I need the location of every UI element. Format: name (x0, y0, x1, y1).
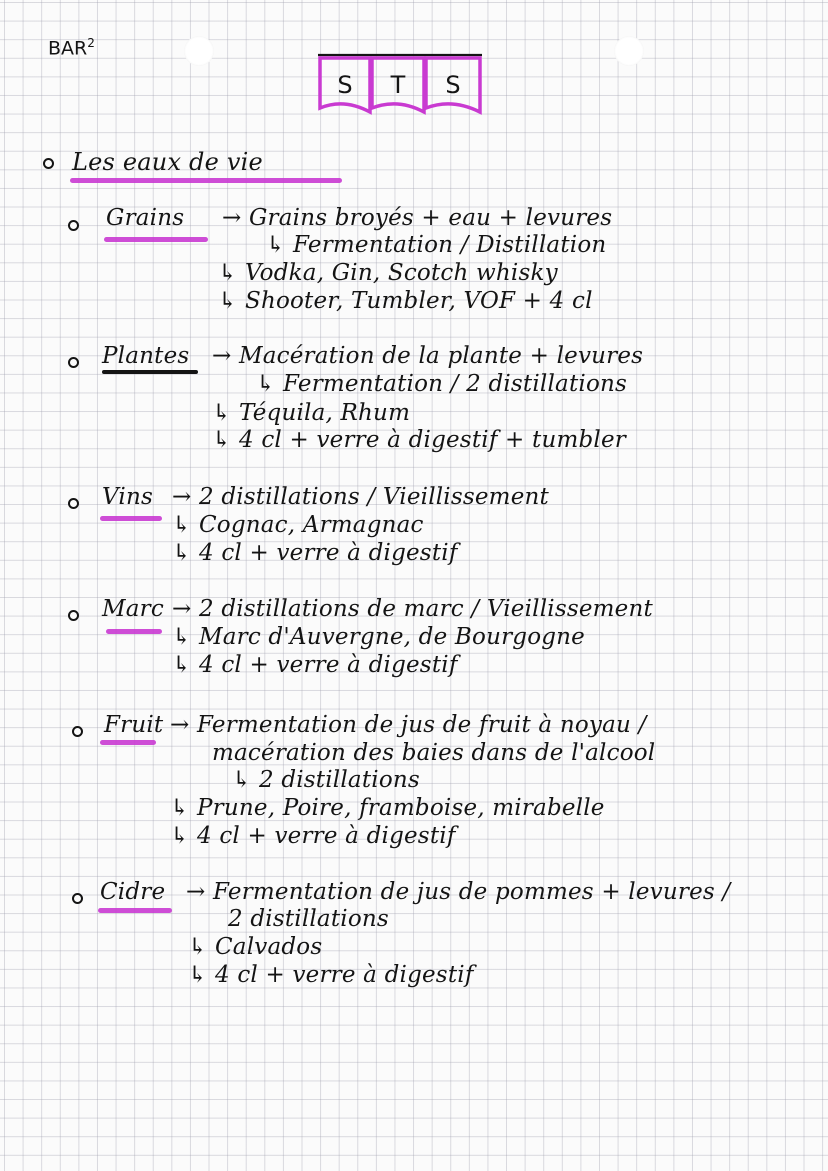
category-name-vins: Vins (102, 484, 153, 510)
category-line: → Macération de la plante + levures (212, 343, 644, 369)
category-highlight (100, 740, 156, 745)
category-bullet (72, 726, 83, 737)
category-line: → Fermentation de jus de fruit à noyau / (170, 712, 647, 738)
category-line: → Fermentation de jus de pommes + levures / (186, 879, 731, 905)
category-line: ↳ Téquila, Rhum (212, 400, 411, 426)
category-line: ↳ Vodka, Gin, Scotch whisky (218, 260, 558, 286)
corner-label: BAR$^2$ (48, 36, 95, 60)
category-line: ↳ 2 distillations (232, 767, 420, 793)
category-line: ↳ 4 cl + verre à digestif (172, 652, 458, 678)
section-title-highlight (70, 178, 342, 183)
category-highlight (106, 629, 162, 634)
category-line: ↳ 4 cl + verre à digestif (172, 540, 458, 566)
category-bullet (68, 498, 79, 509)
category-line: ↳ 4 cl + verre à digestif + tumbler (212, 427, 626, 453)
section-title: Les eaux de vie (72, 148, 263, 176)
category-line: 2 distillations (228, 906, 389, 932)
category-line: ↳ Shooter, Tumbler, VOF + 4 cl (218, 288, 593, 314)
binder-hole (184, 36, 214, 66)
category-line: macération des baies dans de l'alcool (212, 740, 656, 766)
category-name-grains: Grains (106, 205, 185, 231)
category-line: ↳ Fermentation / Distillation (266, 232, 607, 258)
category-name-fruit: Fruit (104, 712, 164, 738)
category-name-marc: Marc (102, 596, 164, 622)
category-line: ↳ 4 cl + verre à digestif (188, 962, 474, 988)
category-name-plantes: Plantes (102, 343, 190, 369)
section-bullet (43, 158, 54, 169)
banner-letter: T (390, 71, 406, 99)
category-name-cidre: Cidre (100, 879, 166, 905)
category-underline (102, 370, 198, 374)
category-line: → Grains broyés + eau + levures (222, 205, 613, 231)
category-bullet (72, 893, 83, 904)
category-line: → 2 distillations / Vieillissement (172, 484, 549, 510)
category-highlight (100, 516, 162, 521)
category-line: ↳ Fermentation / 2 distillations (256, 371, 628, 397)
sts-banner (314, 50, 486, 120)
category-bullet (68, 610, 79, 621)
category-line: ↳ Prune, Poire, framboise, mirabelle (170, 795, 605, 821)
category-line: ↳ 4 cl + verre à digestif (170, 823, 456, 849)
category-line: ↳ Calvados (188, 934, 323, 960)
category-line: ↳ Marc d'Auvergne, de Bourgogne (172, 624, 585, 650)
category-bullet (68, 357, 79, 368)
binder-hole (614, 36, 644, 66)
category-line: ↳ Cognac, Armagnac (172, 512, 424, 538)
category-line: → 2 distillations de marc / Vieillissement (172, 596, 653, 622)
category-bullet (68, 220, 79, 231)
category-highlight (104, 237, 208, 242)
category-highlight (98, 908, 172, 913)
banner-letter: S (337, 71, 353, 99)
banner-letter: S (445, 71, 461, 99)
